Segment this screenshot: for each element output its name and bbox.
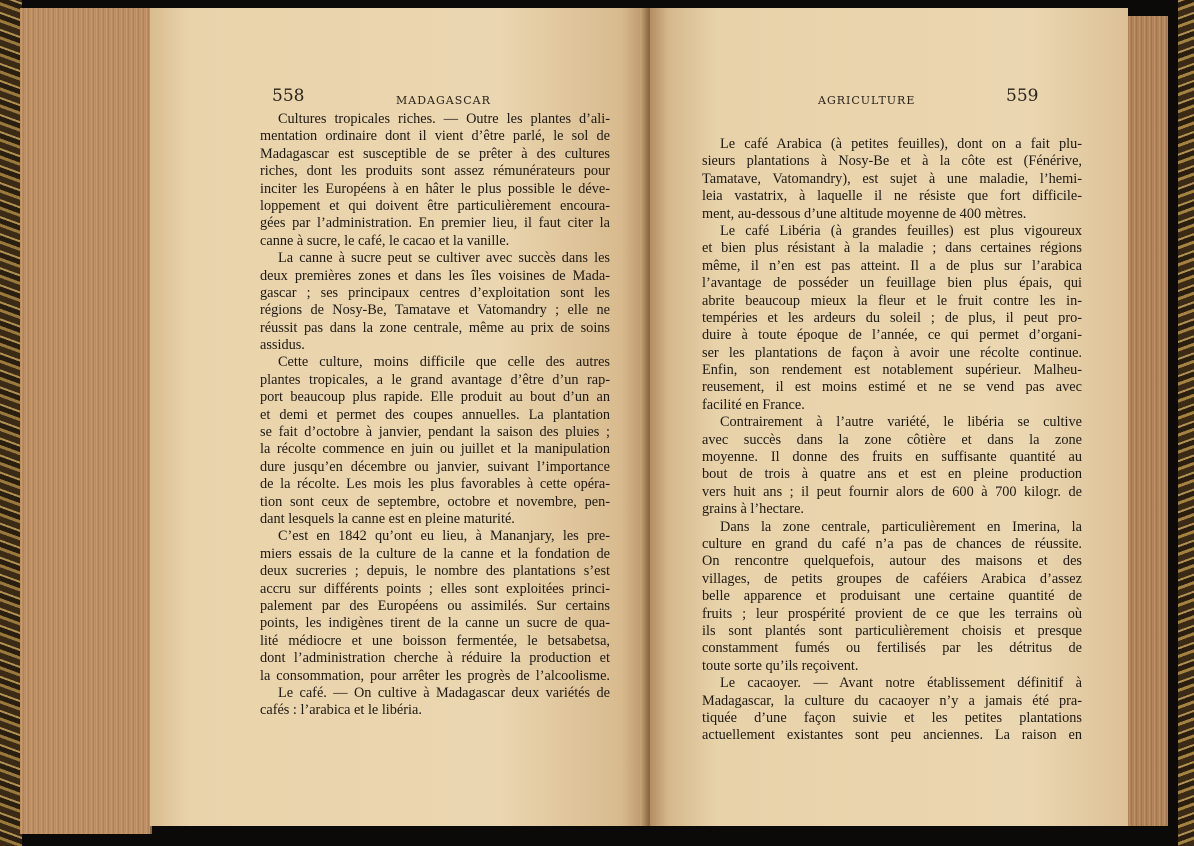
- text-line: constamment fumés ou fertilisés par les détritus de: [702, 640, 1082, 657]
- text-line: leia vastatrix, à laquelle il ne résiste que fort difficile-: [702, 188, 1082, 205]
- text-line: culture en grand du café n’a pas de chances de réussite.: [702, 535, 1082, 552]
- text-line: Tamatave, Vatomandry), est sujet à une maladie, l’hemi-: [702, 170, 1082, 187]
- text-line: toute sorte qu’ils reçoivent.: [702, 657, 859, 674]
- text-line: Contrairement à l’autre variété, le libéria se cultive: [720, 414, 1082, 431]
- text-line: tion sont ceux de septembre, octobre et novembre, pen-: [260, 493, 610, 510]
- text-line: tempéries et les ardeurs du soleil ; de plus, il peut pro-: [702, 309, 1082, 326]
- text-line: et bien plus résistant à la maladie ; dans certaines régions: [702, 240, 1082, 257]
- text-line: deux premières zones et dans les îles voisines de Mada-: [260, 267, 610, 284]
- text-line: Le cacaoyer. — Avant notre établissement définitif à: [720, 675, 1082, 692]
- text-line: actuellement existantes sont peu anciennes. La raison en: [702, 727, 1082, 744]
- text-line: moyenne. Il donne des fruits en suffisante quantité au: [702, 449, 1082, 466]
- text-line: la récolte commence en juin ou juillet et la manipulation: [260, 441, 610, 458]
- text-line: l’avantage de posséder un feuillage bien plus épais, qui: [702, 275, 1082, 292]
- text-line: Dans la zone centrale, particulièrement en Imerina, la: [720, 518, 1082, 535]
- text-line: C’est en 1842 qu’ont eu lieu, à Mananjary, les pre-: [278, 528, 610, 545]
- text-line: facilité en France.: [702, 396, 805, 413]
- text-line: Le café Arabica (à petites feuilles), dont on a fait plu-: [720, 136, 1082, 152]
- text-line: ment, au-dessous d’une altitude moyenne de 400 mètres.: [702, 205, 1027, 222]
- text-line: tiquée d’une façon suivie et les petites plantations: [702, 709, 1082, 726]
- text-line: reusement, il est moins estimé et ne se vend pas avec: [702, 379, 1082, 396]
- right-page-number: 559: [1006, 86, 1039, 106]
- text-line: La canne à sucre peut se cultiver avec succès dans les: [278, 250, 610, 267]
- text-line: points, les indigènes tirent de la canne un sucre de qua-: [260, 615, 610, 632]
- right-page: [650, 8, 1128, 826]
- text-line: canne à sucre, le café, le cacao et la vanille.: [260, 232, 510, 249]
- text-line: fruits ; leur prospérité provient de ce que les terrains où: [702, 605, 1082, 622]
- text-line: réussit pas dans la zone centrale, même au prix de soins: [260, 319, 610, 336]
- text-line: accru sur différents points ; elles sont exploitées princi-: [260, 580, 610, 597]
- text-line: abrite beaucoup mieux la fleur et le fruit contre les in-: [702, 292, 1082, 309]
- text-line: Madagascar est susceptible de se prêter à des cultures: [260, 145, 610, 162]
- text-line: mentation ordinaire dont il vient d’être parlé, le sol de: [260, 128, 610, 145]
- text-line: Cultures tropicales riches. — Outre les plantes d’ali-: [278, 111, 610, 127]
- text-line: lité médiocre et une boisson fermentée, le betsabetsa,: [260, 632, 610, 649]
- text-line: dure jusqu’en décembre ou janvier, suivant l’importance: [260, 458, 610, 475]
- text-line: belle apparence et produisant une certaine quantité de: [702, 588, 1082, 605]
- text-line: régions de Nosy-Be, Tamatave et Vatomandry ; elle ne: [260, 302, 610, 319]
- text-line: Cette culture, moins difficile que celle des autres: [278, 354, 610, 371]
- page-block-edge-right: [1128, 16, 1168, 826]
- text-line: se fait d’octobre à janvier, pendant la saison des pluies ;: [260, 424, 610, 441]
- text-line: Madagascar, la culture du cacaoyer n’y a jamais été pra-: [702, 692, 1082, 709]
- marbled-edge-left: [0, 0, 22, 846]
- text-line: grains à l’hectare.: [702, 501, 805, 518]
- text-line: bout de trois à quatre ans et est en pleine production: [702, 466, 1082, 483]
- left-body-text: [260, 111, 610, 720]
- text-line: avec succès dans la zone côtière et dans la zone: [702, 431, 1082, 448]
- text-line: riches, dont les produits sont assez rémunérateurs pour: [260, 163, 610, 180]
- text-line: de la récolte. Les mois les plus favorables à cette opéra-: [260, 476, 610, 493]
- text-line: même, il n’en est pas atteint. Il a de plus sur l’arabica: [702, 257, 1082, 274]
- text-line: Enfin, son rendement est notablement supérieur. Malheu-: [702, 362, 1082, 379]
- text-line: vers huit ans ; il peut fournir alors de 600 à 700 kilogr. de: [702, 483, 1082, 500]
- text-line: deux sucreries ; depuis, le nombre des plantations s’est: [260, 563, 610, 580]
- text-line: ser les plantations de façon à avoir une récolte continue.: [702, 344, 1082, 361]
- text-line: Le café. — On cultive à Madagascar deux variétés de: [278, 684, 610, 701]
- text-line: la consommation, pour arrêter les progrès de l’alcoolisme.: [260, 667, 610, 684]
- text-line: ils sont plantés sont particulièrement choisis et presque: [702, 622, 1082, 639]
- left-running-head: MADAGASCAR: [396, 94, 491, 107]
- left-page-number: 558: [272, 86, 305, 106]
- text-line: gascar ; ses principaux centres d’exploitation sont les: [260, 284, 610, 301]
- left-page: [150, 8, 646, 826]
- text-line: port beaucoup plus rapide. Elle produit au bout d’un an: [260, 389, 610, 406]
- marbled-edge-right: [1178, 0, 1194, 846]
- text-line: Le café Libéria (à grandes feuilles) est plus vigoureux: [720, 222, 1082, 239]
- text-line: sieurs plantations à Nosy-Be et à la côte est (Fénérive,: [702, 153, 1082, 170]
- text-line: On rencontre quelquefois, autour des maisons et des: [702, 553, 1082, 570]
- text-line: cafés : l’arabica et le libéria.: [260, 702, 422, 719]
- text-line: palement par des Européens ou assimilés. Sur certains: [260, 597, 610, 614]
- text-line: miers essais de la culture de la canne et la fondation de: [260, 545, 610, 562]
- text-line: assidus.: [260, 337, 305, 354]
- right-running-head: AGRICULTURE: [818, 94, 916, 107]
- right-body-text: [702, 136, 1082, 745]
- text-line: duire à toute époque de l’année, ce qui permet d’organi-: [702, 327, 1082, 344]
- page-block-edge-left: [20, 8, 152, 834]
- text-line: dant lesquels la canne est en pleine maturité.: [260, 510, 515, 527]
- text-line: dont l’administration cherche à réduire la production et: [260, 650, 610, 667]
- text-line: loppement et qui doivent être particulièrement encoura-: [260, 197, 610, 214]
- text-line: plantes tropicales, a le grand avantage d’être d’un rap-: [260, 371, 610, 388]
- text-line: inciter les Européens à en hâter le plus possible le déve-: [260, 180, 610, 197]
- text-line: villages, de petits groupes de caféiers Arabica d’assez: [702, 570, 1082, 587]
- text-line: et demi et permet des coupes annuelles. La plantation: [260, 406, 610, 423]
- text-line: gées par l’administration. En premier lieu, il faut citer la: [260, 215, 610, 232]
